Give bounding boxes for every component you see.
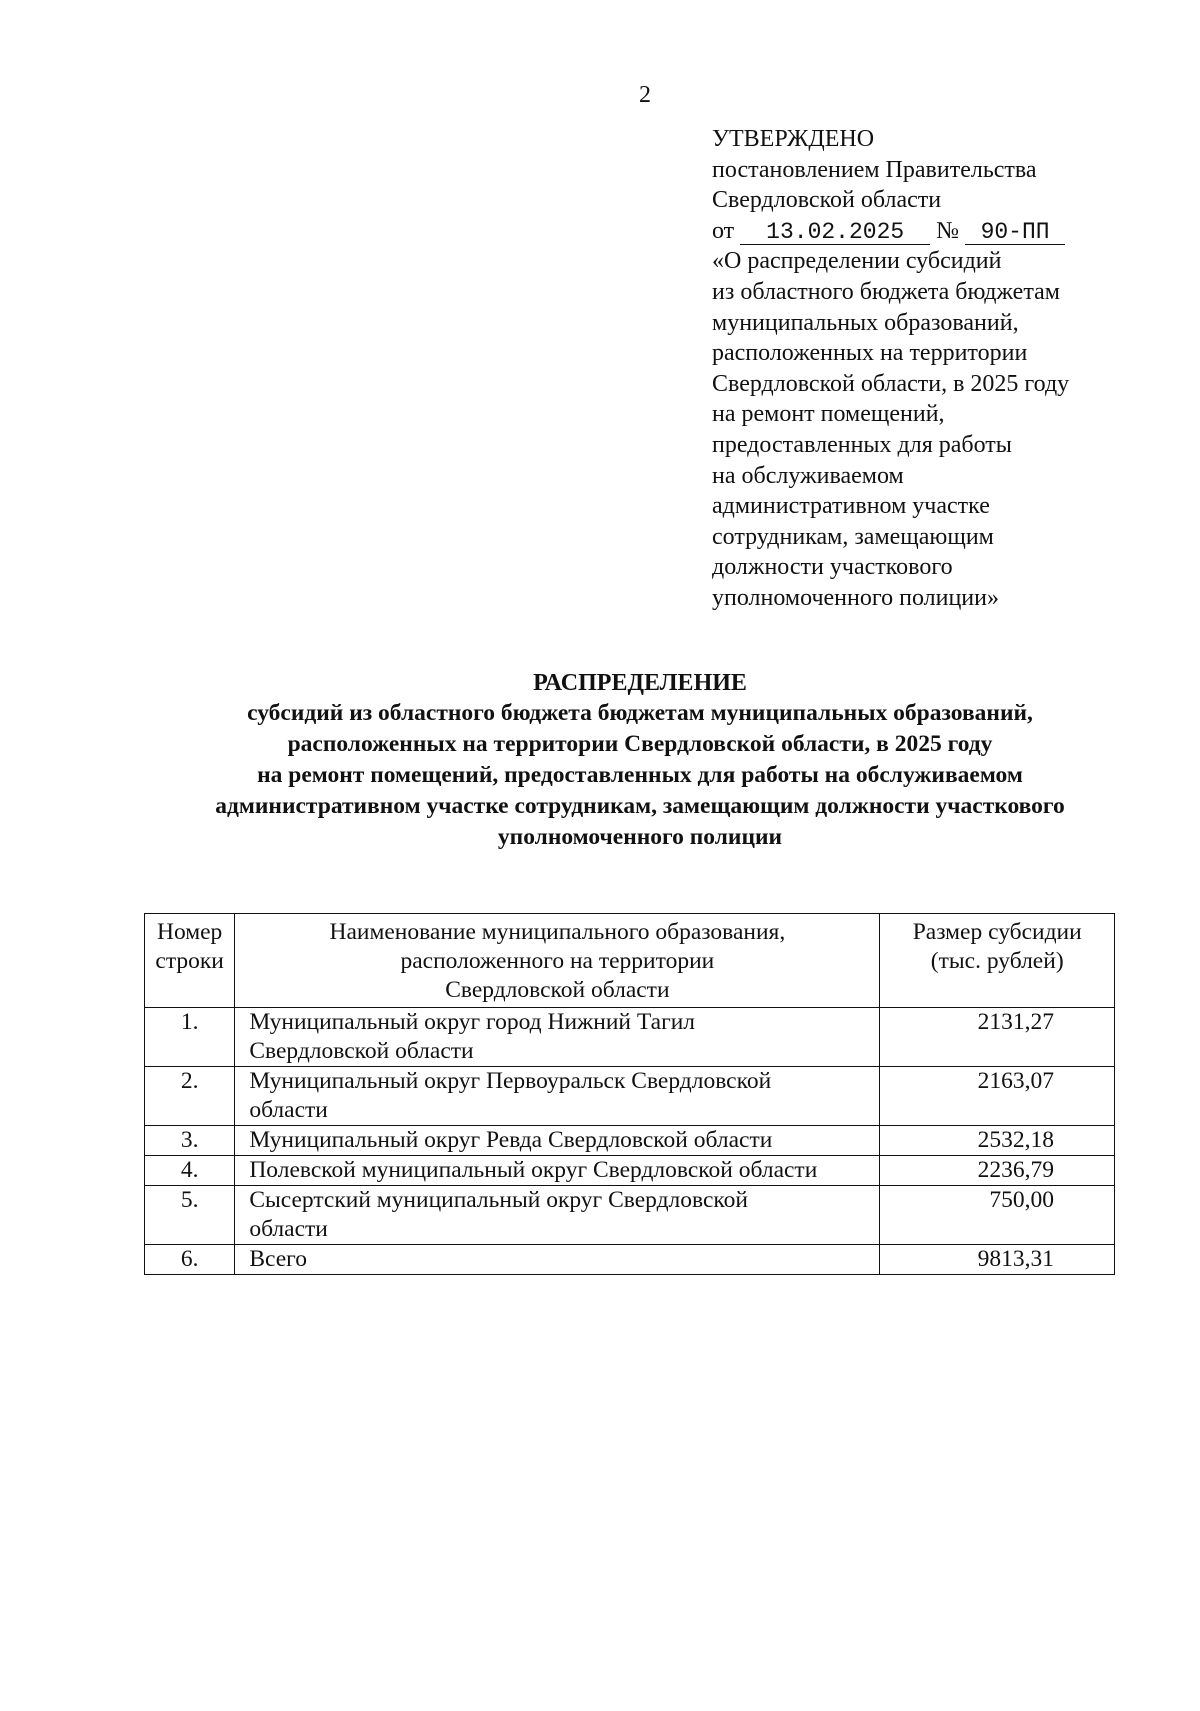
- approval-number: 90-ПП: [965, 220, 1065, 245]
- name-line: области: [249, 1216, 328, 1242]
- document-title: РАСПРЕДЕЛЕНИЕ: [533, 670, 747, 696]
- header-line: (тыс. рублей): [930, 948, 1064, 974]
- approval-title-line: сотрудникам, замещающим: [712, 523, 994, 550]
- subsidy-amount: 2532,18: [880, 1126, 1115, 1156]
- approval-title-line: на ремонт помещений,: [712, 401, 945, 428]
- approval-title-line: муниципальных образований,: [712, 309, 1019, 336]
- row-number: 4.: [145, 1156, 235, 1186]
- header-line: Свердловской области: [445, 977, 670, 1003]
- approval-title-line: уполномоченного полиции»: [712, 584, 999, 611]
- approval-title-line: на обслуживаемом: [712, 462, 904, 489]
- approval-title-line: Свердловской области, в 2025 году: [712, 370, 1070, 397]
- municipality-name: [235, 1186, 880, 1245]
- name-line: Полевской муниципальный округ Свердловской области: [249, 1157, 818, 1183]
- municipality-name: [235, 1067, 880, 1126]
- municipality-name: [235, 1156, 880, 1186]
- approval-title-line: должности участкового: [712, 554, 953, 581]
- document-subtitle-line: уполномоченного полиции: [497, 824, 783, 850]
- approval-title-line: из областного бюджета бюджетам: [712, 278, 1060, 305]
- header-line: Наименование муниципального образования,: [329, 919, 786, 945]
- name-line: Муниципальный округ Первоуральск Свердловской: [249, 1068, 772, 1094]
- document-subtitle-line: на ремонт помещений, предоставленных для работы на обслуживаемом: [257, 762, 1023, 788]
- document-subtitle-line: субсидий из областного бюджета бюджетам муниципальных образований,: [247, 700, 1033, 726]
- header-line: Размер субсидии: [912, 919, 1082, 945]
- row-number: 2.: [145, 1067, 235, 1126]
- name-line: Свердловской области: [249, 1038, 474, 1064]
- date-prefix: от: [712, 217, 735, 244]
- row-number: 3.: [145, 1126, 235, 1156]
- table-row: [145, 1186, 1115, 1245]
- header-municipality: [235, 914, 880, 1008]
- table-row: [145, 1067, 1115, 1126]
- approval-title-line: «О распределении субсидий: [712, 248, 1002, 275]
- approval-stamp: [712, 124, 1182, 614]
- row-number: 5.: [145, 1186, 235, 1245]
- approval-line: постановлением Правительства: [712, 156, 1037, 183]
- approval-date: 13.02.2025: [740, 220, 930, 245]
- subsidy-amount: 9813,31: [880, 1245, 1115, 1275]
- subsidy-amount: 2131,27: [880, 1008, 1115, 1067]
- municipality-name: [235, 1245, 880, 1275]
- name-line: Муниципальный округ город Нижний Тагил: [249, 1009, 696, 1035]
- municipality-name: [235, 1008, 880, 1067]
- table-row: [145, 1156, 1115, 1186]
- document-subtitle-line: административном участке сотрудникам, замещающим должности участкового: [215, 793, 1065, 819]
- approval-title-line: предоставленных для работы: [712, 431, 1012, 458]
- subsidy-amount: 2236,79: [880, 1156, 1115, 1186]
- table-row: [145, 1126, 1115, 1156]
- row-number: 1.: [145, 1008, 235, 1067]
- number-sign: №: [936, 217, 960, 244]
- approval-date-line: [712, 216, 1182, 247]
- table-row: [145, 1008, 1115, 1067]
- document-heading: [150, 668, 1130, 853]
- name-line: Сысертский муниципальный округ Свердловской: [249, 1187, 748, 1213]
- document-subtitle-line: расположенных на территории Свердловской области, в 2025 году: [287, 731, 993, 757]
- approval-title-line: расположенных на территории: [712, 340, 1028, 367]
- page-number: 2: [639, 82, 651, 108]
- table-row-total: [145, 1245, 1115, 1275]
- header-line: Номер: [156, 919, 223, 945]
- municipality-name: [235, 1126, 880, 1156]
- approval-title-line: административном участке: [712, 493, 990, 520]
- subsidy-amount: 750,00: [880, 1186, 1115, 1245]
- subsidy-amount: 2163,07: [880, 1067, 1115, 1126]
- table-header-row: [145, 914, 1115, 1008]
- distribution-table: [144, 913, 1115, 1275]
- header-line: расположенного на территории: [400, 948, 715, 974]
- row-number: 6.: [145, 1245, 235, 1275]
- approval-line: УТВЕРЖДЕНО: [712, 126, 875, 152]
- header-line: строки: [155, 948, 224, 974]
- name-line: Муниципальный округ Ревда Свердловской области: [249, 1127, 773, 1153]
- approval-line: Свердловской области: [712, 187, 942, 214]
- header-amount: [880, 914, 1115, 1008]
- header-row-number: [145, 914, 235, 1008]
- name-line: области: [249, 1097, 328, 1123]
- name-line: Всего: [249, 1246, 307, 1272]
